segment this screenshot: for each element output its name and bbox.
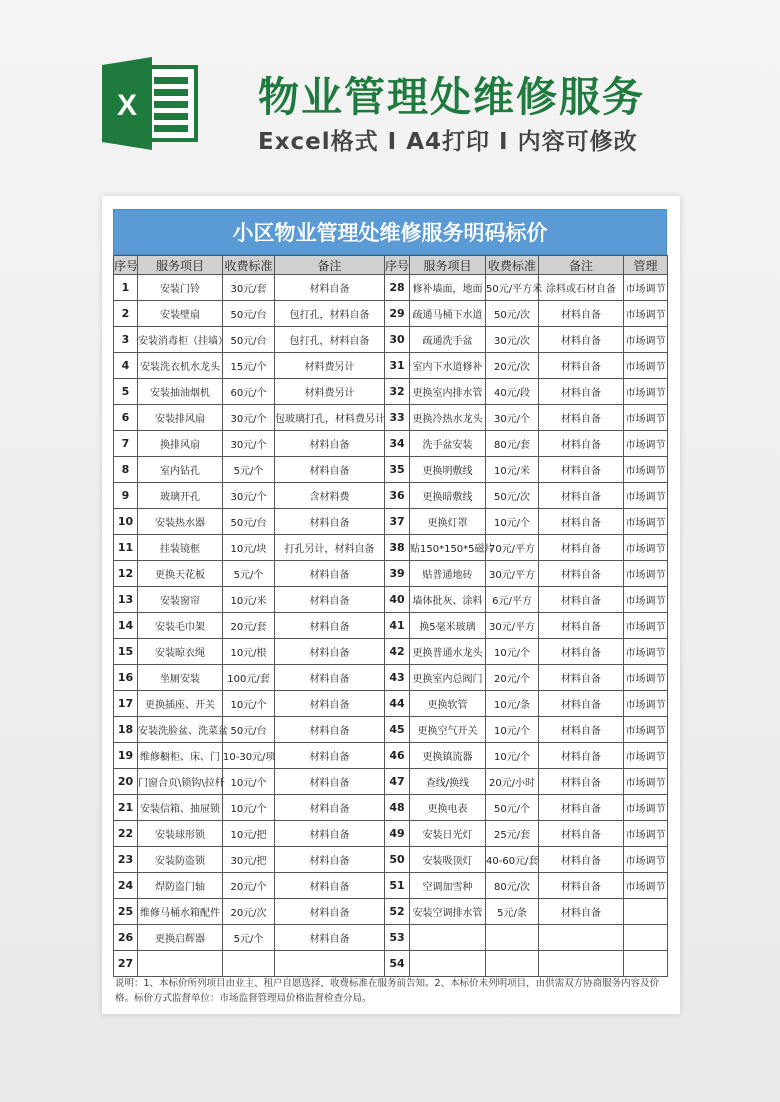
table-cell: 5元/条 (486, 899, 539, 925)
table-row (114, 301, 668, 327)
table-cell: 安装日光灯 (410, 821, 486, 847)
table-cell: 材料自备 (275, 925, 385, 951)
table-cell: 50元/台 (223, 717, 275, 743)
excel-logo-icon (102, 57, 196, 150)
table-cell: 100元/套 (223, 665, 275, 691)
table-cell: 贴150*150*5磁片 (410, 535, 486, 561)
table-cell: 安装消毒柜（挂墙） (138, 327, 223, 353)
table-cell: 50元/平方米 (486, 275, 539, 301)
table-cell: 更换室内总阀门 (410, 665, 486, 691)
table-cell: 10-30元/项 (223, 743, 275, 769)
table-cell: 市场调节 (624, 717, 668, 743)
table-cell: 疏通马桶下水道 (410, 301, 486, 327)
table-cell: 材料自备 (539, 717, 624, 743)
table-cell: 10元/个 (223, 769, 275, 795)
table-cell: 材料自备 (539, 847, 624, 873)
table-cell: 市场调节 (624, 379, 668, 405)
table-cell: 5元/个 (223, 925, 275, 951)
table-cell: 坐厕安装 (138, 665, 223, 691)
table-row (114, 639, 668, 665)
table-cell: 材料自备 (275, 665, 385, 691)
table-cell (138, 951, 223, 977)
table-cell: 安装门铃 (138, 275, 223, 301)
table-cell: 材料费另计 (275, 379, 385, 405)
price-table (113, 209, 667, 977)
table-cell: 材料自备 (275, 821, 385, 847)
table-cell: 材料自备 (539, 431, 624, 457)
table-row (114, 405, 668, 431)
table-cell: 5元/个 (223, 457, 275, 483)
table-cell: 40元/段 (486, 379, 539, 405)
table-row (114, 925, 668, 951)
table-cell: 材料自备 (539, 301, 624, 327)
table-cell: 30元/平方 (486, 613, 539, 639)
table-cell: 安装晾衣绳 (138, 639, 223, 665)
svg-text:X: X (116, 89, 138, 122)
table-cell: 安装毛巾架 (138, 613, 223, 639)
table-cell: 洗手盆安装 (410, 431, 486, 457)
table-cell: 安装洗脸盆、洗菜盆 (138, 717, 223, 743)
table-cell: 市场调节 (624, 405, 668, 431)
table-cell: 10元/根 (223, 639, 275, 665)
table-cell: 市场调节 (624, 639, 668, 665)
table-cell: 市场调节 (624, 483, 668, 509)
table-cell: 50元/次 (486, 301, 539, 327)
table-cell: 包玻璃打孔，材料费另计 (275, 405, 385, 431)
table-cell: 10元/个 (223, 691, 275, 717)
table-cell: 空调加雪种 (410, 873, 486, 899)
table-cell: 50元/台 (223, 509, 275, 535)
table-row (114, 691, 668, 717)
table-row (114, 899, 668, 925)
table-cell: 49 (385, 821, 410, 847)
page-subtitle: Excel格式 I A4打印 I 内容可修改 (258, 129, 638, 155)
table-row (114, 613, 668, 639)
table-cell: 更换室内排水管 (410, 379, 486, 405)
table-cell: 10元/个 (486, 639, 539, 665)
table-cell: 38 (385, 535, 410, 561)
table-cell: 54 (385, 951, 410, 977)
table-cell: 安装洗衣机水龙头 (138, 353, 223, 379)
table-cell: 20元/小时 (486, 769, 539, 795)
table-cell: 材料自备 (539, 873, 624, 899)
table-cell: 14 (114, 613, 138, 639)
table-cell: 26 (114, 925, 138, 951)
table-cell (486, 951, 539, 977)
table-cell: 市场调节 (624, 691, 668, 717)
table-cell: 安装窗帘 (138, 587, 223, 613)
table-cell: 10元/个 (486, 509, 539, 535)
table-cell: 29 (385, 301, 410, 327)
table-cell: 更换暗敷线 (410, 483, 486, 509)
column-header: 备注 (275, 256, 385, 275)
table-cell: 挂装镜框 (138, 535, 223, 561)
table-cell: 材料自备 (539, 509, 624, 535)
table-cell: 10元/个 (223, 795, 275, 821)
column-header: 序号 (385, 256, 410, 275)
table-cell: 46 (385, 743, 410, 769)
table-cell: 材料自备 (275, 769, 385, 795)
table-cell: 37 (385, 509, 410, 535)
table-cell: 包打孔，材料自备 (275, 327, 385, 353)
table-cell: 包打孔，材料自备 (275, 301, 385, 327)
table-cell: 1 (114, 275, 138, 301)
table-cell: 33 (385, 405, 410, 431)
table-cell: 市场调节 (624, 301, 668, 327)
table-cell: 50元/个 (486, 795, 539, 821)
table-row (114, 795, 668, 821)
table-cell: 门窗合页\锁钩\拉杆 (138, 769, 223, 795)
table-cell: 安装空调排水管 (410, 899, 486, 925)
table-cell: 市场调节 (624, 457, 668, 483)
table-cell: 20 (114, 769, 138, 795)
table-cell: 安装信箱、抽屉锁 (138, 795, 223, 821)
table-cell: 材料自备 (539, 379, 624, 405)
table-cell: 31 (385, 353, 410, 379)
table-cell: 19 (114, 743, 138, 769)
table-row (114, 587, 668, 613)
table-cell: 3 (114, 327, 138, 353)
column-header: 收费标准 (486, 256, 539, 275)
table-cell: 市场调节 (624, 535, 668, 561)
table-cell: 材料自备 (275, 431, 385, 457)
table-cell: 含材料费 (275, 483, 385, 509)
table-cell: 20元/个 (223, 873, 275, 899)
table-cell: 20元/次 (486, 353, 539, 379)
table-row (114, 509, 668, 535)
table-cell: 安装防盗锁 (138, 847, 223, 873)
table-cell: 市场调节 (624, 431, 668, 457)
table-cell: 更换普通水龙头 (410, 639, 486, 665)
table-cell: 材料自备 (275, 587, 385, 613)
table-cell: 22 (114, 821, 138, 847)
table-cell: 市场调节 (624, 509, 668, 535)
table-cell: 材料自备 (539, 613, 624, 639)
table-cell: 玻璃开孔 (138, 483, 223, 509)
table-cell: 材料自备 (539, 821, 624, 847)
table-cell: 10元/条 (486, 691, 539, 717)
table-cell: 材料自备 (539, 535, 624, 561)
table-cell: 疏通洗手盆 (410, 327, 486, 353)
table-cell: 50元/台 (223, 327, 275, 353)
table-cell: 焊防盗门轴 (138, 873, 223, 899)
table-cell: 材料自备 (539, 353, 624, 379)
table-cell: 材料自备 (539, 405, 624, 431)
table-cell: 10元/个 (486, 717, 539, 743)
table-cell: 打孔另计，材料自备 (275, 535, 385, 561)
table-cell: 25 (114, 899, 138, 925)
table-cell: 材料自备 (539, 483, 624, 509)
table-cell: 更换电表 (410, 795, 486, 821)
table-cell: 维修马桶水箱配件 (138, 899, 223, 925)
table-cell: 51 (385, 873, 410, 899)
table-cell: 更换灯罩 (410, 509, 486, 535)
table-cell: 11 (114, 535, 138, 561)
table-cell: 70元/平方 (486, 535, 539, 561)
table-row (114, 873, 668, 899)
table-cell: 30元/次 (486, 327, 539, 353)
table-cell: 60元/个 (223, 379, 275, 405)
table-cell (486, 925, 539, 951)
table-cell: 市场调节 (624, 743, 668, 769)
table-cell: 市场调节 (624, 847, 668, 873)
table-cell: 2 (114, 301, 138, 327)
table-cell: 17 (114, 691, 138, 717)
table-cell (539, 951, 624, 977)
table-cell: 材料自备 (275, 717, 385, 743)
table-cell: 39 (385, 561, 410, 587)
table-cell: 材料自备 (275, 847, 385, 873)
table-cell: 30元/个 (223, 405, 275, 431)
column-header: 备注 (539, 256, 624, 275)
table-cell: 50元/台 (223, 301, 275, 327)
table-cell: 材料自备 (539, 743, 624, 769)
table-cell: 市场调节 (624, 353, 668, 379)
table-cell: 45 (385, 717, 410, 743)
table-cell: 维修橱柜、床、门 (138, 743, 223, 769)
table-cell: 41 (385, 613, 410, 639)
table-cell: 涂料或石材自备 (539, 275, 624, 301)
table-cell: 6 (114, 405, 138, 431)
table-cell: 材料自备 (275, 691, 385, 717)
table-cell: 21 (114, 795, 138, 821)
table-row (114, 769, 668, 795)
table-cell: 市场调节 (624, 561, 668, 587)
table-cell: 安装壁扇 (138, 301, 223, 327)
table-cell: 安装热水器 (138, 509, 223, 535)
table-cell: 更换镇流器 (410, 743, 486, 769)
table-cell (410, 951, 486, 977)
table-cell: 30 (385, 327, 410, 353)
table-cell: 室内钻孔 (138, 457, 223, 483)
table-cell: 材料自备 (539, 327, 624, 353)
table-cell: 30元/个 (223, 483, 275, 509)
table-cell: 材料自备 (539, 665, 624, 691)
table-cell: 27 (114, 951, 138, 977)
table-cell: 市场调节 (624, 587, 668, 613)
table-cell: 25元/套 (486, 821, 539, 847)
table-cell (624, 925, 668, 951)
table-cell: 10元/块 (223, 535, 275, 561)
table-cell: 23 (114, 847, 138, 873)
column-header: 序号 (114, 256, 138, 275)
table-cell: 材料自备 (539, 691, 624, 717)
table-cell: 材料自备 (539, 639, 624, 665)
table-cell: 15元/个 (223, 353, 275, 379)
table-cell: 6元/平方 (486, 587, 539, 613)
table-cell: 30元/个 (223, 431, 275, 457)
table-cell: 市场调节 (624, 795, 668, 821)
table-cell (223, 951, 275, 977)
table-cell (624, 951, 668, 977)
table-cell: 市场调节 (624, 769, 668, 795)
table-row (114, 431, 668, 457)
table-cell: 更换软管 (410, 691, 486, 717)
table-row (114, 951, 668, 977)
page-title: 物业管理处维修服务 (258, 73, 645, 121)
table-cell: 16 (114, 665, 138, 691)
table-row (114, 327, 668, 353)
table-cell: 30元/把 (223, 847, 275, 873)
table-row (114, 665, 668, 691)
table-cell: 24 (114, 873, 138, 899)
table-cell (624, 899, 668, 925)
table-cell: 市场调节 (624, 613, 668, 639)
table-cell: 5 (114, 379, 138, 405)
table-cell (539, 925, 624, 951)
table-cell: 安装抽油烟机 (138, 379, 223, 405)
table-row (114, 275, 668, 301)
table-cell: 材料自备 (539, 561, 624, 587)
table-cell: 材料自备 (275, 275, 385, 301)
column-header: 服务项目 (410, 256, 486, 275)
table-cell: 材料自备 (539, 899, 624, 925)
table-header (114, 256, 668, 275)
table-cell (275, 951, 385, 977)
table-cell: 8 (114, 457, 138, 483)
table-cell: 市场调节 (624, 821, 668, 847)
table-row (114, 457, 668, 483)
table-cell: 42 (385, 639, 410, 665)
table-cell: 5元/个 (223, 561, 275, 587)
table-cell: 80元/套 (486, 431, 539, 457)
table-cell: 材料自备 (275, 795, 385, 821)
table-cell: 4 (114, 353, 138, 379)
table-cell: 34 (385, 431, 410, 457)
column-header: 收费标准 (223, 256, 275, 275)
table-cell (410, 925, 486, 951)
table-cell: 材料自备 (275, 457, 385, 483)
table-cell: 43 (385, 665, 410, 691)
table-cell: 30元/平方 (486, 561, 539, 587)
table-cell: 44 (385, 691, 410, 717)
table-cell: 52 (385, 899, 410, 925)
table-cell: 修补墙面，地面 (410, 275, 486, 301)
table-cell: 35 (385, 457, 410, 483)
table-cell: 47 (385, 769, 410, 795)
table-cell: 50元/次 (486, 483, 539, 509)
table-cell: 12 (114, 561, 138, 587)
table-cell: 换5毫米玻璃 (410, 613, 486, 639)
table-cell: 20元/个 (486, 665, 539, 691)
table-cell: 安装球形锁 (138, 821, 223, 847)
table-cell: 7 (114, 431, 138, 457)
table-cell: 材料自备 (275, 743, 385, 769)
table-cell: 28 (385, 275, 410, 301)
table-cell: 50 (385, 847, 410, 873)
table-cell: 墙体批灰、涂料 (410, 587, 486, 613)
table-cell: 10元/米 (486, 457, 539, 483)
table-cell: 材料自备 (539, 795, 624, 821)
table-cell: 材料自备 (275, 561, 385, 587)
table-cell: 36 (385, 483, 410, 509)
table-cell: 材料自备 (539, 457, 624, 483)
table-cell: 9 (114, 483, 138, 509)
table-cell: 材料费另计 (275, 353, 385, 379)
table-cell: 30元/个 (486, 405, 539, 431)
table-cell: 15 (114, 639, 138, 665)
footnote: 说明：1、本标价所列项目由业主、租户自愿选择，收费标准在服务前告知。2、本标价未列明项目，由供需双方协商服务内容及价格。标价方式监督单位：市场监督管理局价格监督检查分局。 (115, 978, 660, 1004)
table-cell: 40 (385, 587, 410, 613)
table-cell: 更换明敷线 (410, 457, 486, 483)
table-cell: 30元/套 (223, 275, 275, 301)
table-cell: 18 (114, 717, 138, 743)
table-cell: 更换天花板 (138, 561, 223, 587)
table-cell: 市场调节 (624, 873, 668, 899)
table-row (114, 379, 668, 405)
table-row (114, 353, 668, 379)
table-cell: 市场调节 (624, 327, 668, 353)
table-cell: 市场调节 (624, 665, 668, 691)
table-cell: 材料自备 (275, 509, 385, 535)
table-cell: 13 (114, 587, 138, 613)
table-cell: 材料自备 (539, 587, 624, 613)
table-row (114, 743, 668, 769)
table-cell: 10元/米 (223, 587, 275, 613)
table-cell: 32 (385, 379, 410, 405)
table-cell: 材料自备 (275, 639, 385, 665)
table-cell: 48 (385, 795, 410, 821)
table-cell: 10元/个 (486, 743, 539, 769)
table-row (114, 535, 668, 561)
table-cell: 换排风扇 (138, 431, 223, 457)
column-header: 服务项目 (138, 256, 223, 275)
table-cell: 室内下水道修补 (410, 353, 486, 379)
sheet-title: 小区物业管理处维修服务明码标价 (113, 209, 667, 255)
column-header: 管理 (624, 256, 668, 275)
table-row (114, 821, 668, 847)
table-cell: 材料自备 (539, 769, 624, 795)
table-cell: 40-60元/套 (486, 847, 539, 873)
table-cell: 更换插座、开关 (138, 691, 223, 717)
table-cell: 市场调节 (624, 275, 668, 301)
table-cell: 材料自备 (275, 873, 385, 899)
table-row (114, 483, 668, 509)
table-cell: 20元/套 (223, 613, 275, 639)
table-row (114, 847, 668, 873)
table-cell: 材料自备 (275, 899, 385, 925)
table-cell: 贴普通地砖 (410, 561, 486, 587)
table-cell: 材料自备 (275, 613, 385, 639)
table-cell: 10元/把 (223, 821, 275, 847)
table-cell: 安装排风扇 (138, 405, 223, 431)
table-cell: 更换启辉器 (138, 925, 223, 951)
table-row (114, 561, 668, 587)
table-cell: 20元/次 (223, 899, 275, 925)
table-cell: 安装吸顶灯 (410, 847, 486, 873)
table-cell: 80元/次 (486, 873, 539, 899)
table-cell: 10 (114, 509, 138, 535)
table-cell: 查线/换线 (410, 769, 486, 795)
table-cell: 更换冷热水龙头 (410, 405, 486, 431)
table-row (114, 717, 668, 743)
table-cell: 53 (385, 925, 410, 951)
table-cell: 更换空气开关 (410, 717, 486, 743)
